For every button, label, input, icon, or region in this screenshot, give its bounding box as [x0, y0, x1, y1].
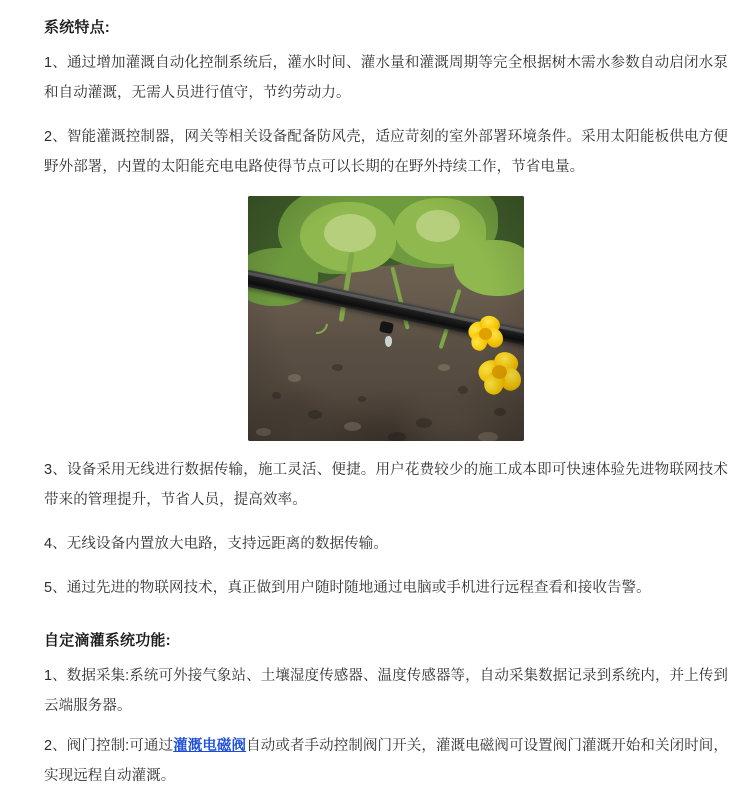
figure-drip-irrigation: [44, 196, 728, 441]
feature-paragraph-2: 2、智能灌溉控制器，网关等相关设备配备防风壳，适应苛刻的室外部署环境条件。采用太阳能板供电方便野外部署，内置的太阳能充电电路使得节点可以长期的在野外持续工作，节省电量。: [44, 129, 728, 175]
link-solenoid-valve[interactable]: 灌溉电磁阀: [173, 738, 247, 754]
photo-vignette: [248, 196, 524, 441]
feature-paragraph-1: 1、通过增加灌溉自动化控制系统后，灌水时间、灌水量和灌溉周期等完全根据树木需水参数自动启闭水泵和自动灌溉，无需人员进行值守，节约劳动力。: [44, 55, 728, 101]
function-paragraph-2: [44, 731, 728, 791]
feature-paragraph-4: 4、无线设备内置放大电路，支持远距离的数据传输。: [44, 536, 388, 552]
feature-paragraph-3: 3、设备采用无线进行数据传输，施工灵活、便捷。用户花费较少的施工成本即可快速体验先进物联网技术带来的管理提升，节省人员，提高效率。: [44, 462, 728, 508]
section-heading-features: 系统特点:: [44, 19, 110, 36]
function-paragraph-1: 1、数据采集:系统可外接气象站、土壤湿度传感器、温度传感器等，自动采集数据记录到系统内，并上传到云端服务器。: [44, 668, 728, 714]
feature-paragraph-5: 5、通过先进的物联网技术，真正做到用户随时随地通过电脑或手机进行远程查看和接收告警。: [44, 580, 651, 596]
section-heading-functions: 自定滴灌系统功能:: [44, 632, 171, 649]
photo-drip-irrigation: [248, 196, 524, 441]
function-paragraph-2-after: 自动或者手动控制阀门开关，灌溉电磁阀可设置阀门灌溉开始和关闭时间，实现远程自动灌溉。: [44, 738, 729, 784]
function-paragraph-2-before: 2、阀门控制:可通过: [44, 738, 174, 754]
